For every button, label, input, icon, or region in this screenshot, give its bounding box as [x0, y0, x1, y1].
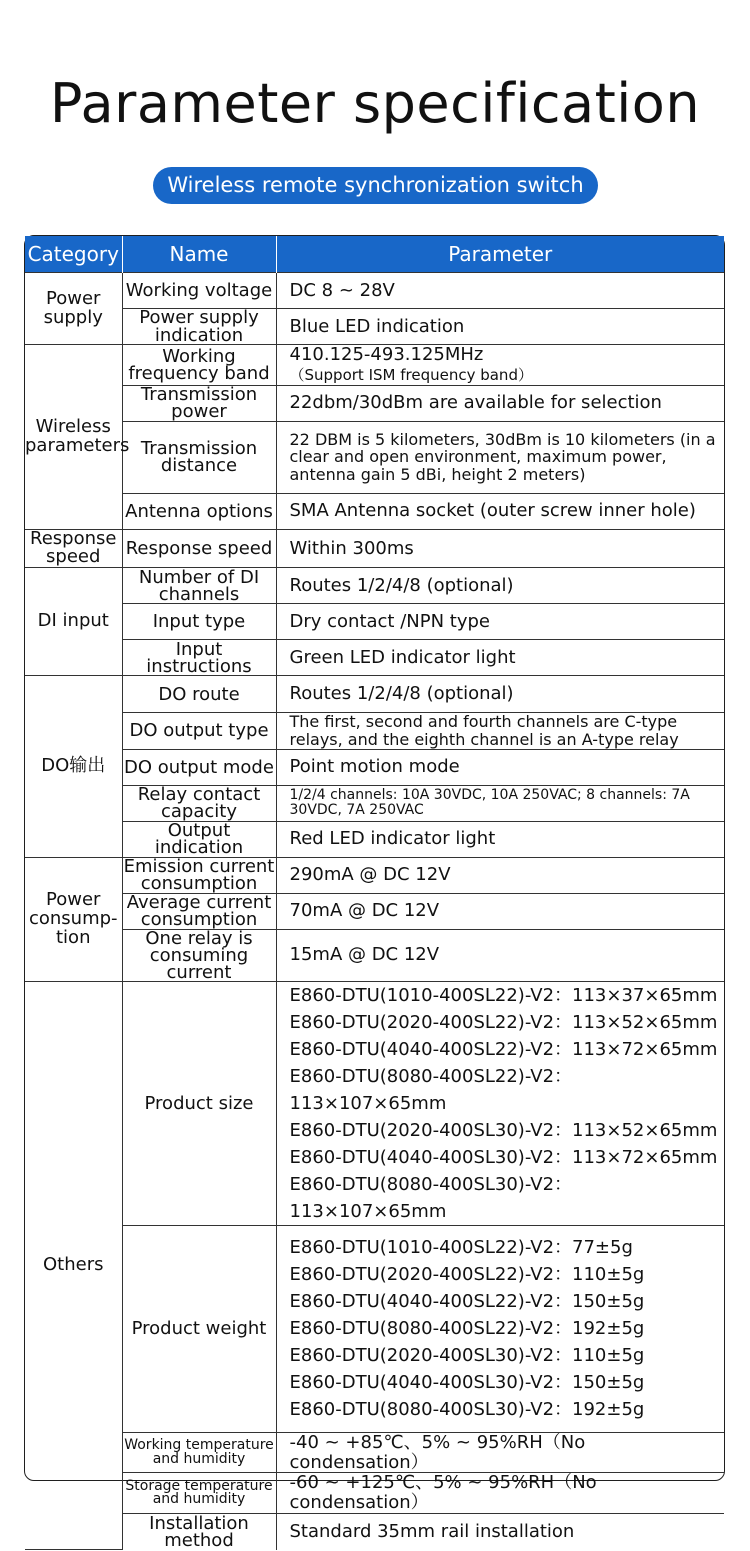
name-cell: Average current consumption — [122, 893, 276, 929]
name-cell: One relay is consuming current — [122, 929, 276, 981]
name-cell: Working voltage — [122, 273, 276, 309]
parameter-cell: 290mA @ DC 12V — [276, 857, 724, 893]
parameter-cell: Routes 1/2/4/8 (optional) — [276, 568, 724, 604]
parameter-cell: Routes 1/2/4/8 (optional) — [276, 676, 724, 713]
name-cell: Response speed — [122, 529, 276, 568]
table-row — [25, 529, 724, 568]
table-row — [25, 1225, 724, 1432]
table-header-row — [25, 236, 724, 273]
weight-line: E860-DTU(2020-400SL30)-V2：110±5g — [289, 1345, 645, 1367]
table-row — [25, 345, 724, 386]
parameter-cell: DC 8 ~ 28V — [276, 273, 724, 309]
table-row — [25, 568, 724, 604]
table-row — [25, 385, 724, 421]
name-cell: Relay contact capacity — [122, 785, 276, 821]
table-row — [25, 893, 724, 929]
table-row — [25, 981, 724, 1225]
name-cell: Product size — [122, 981, 276, 1225]
parameter-cell: The first, second and fourth channels are C-type relays, and the eighth channel is an A-type relay — [276, 713, 724, 749]
name-cell: Output indication — [122, 821, 276, 857]
size-line: E860-DTU(1010-400SL22)-V2：113×37×65mm — [289, 984, 718, 1006]
name-cell: Transmission power — [122, 385, 276, 421]
name-cell: Storage temperature and humidity — [122, 1473, 276, 1514]
parameter-cell: 1/2/4 channels: 10A 30VDC, 10A 250VAC; 8 channels: 7A 30VDC, 7A 250VAC — [276, 785, 724, 821]
parameter-cell: Green LED indicator light — [276, 640, 724, 676]
table-row — [25, 604, 724, 640]
table-row — [25, 493, 724, 529]
parameter-cell — [276, 345, 724, 386]
size-line: E860-DTU(8080-400SL30)-V2：113×107×65mm — [289, 1173, 573, 1222]
name-cell: Emission current consumption — [123, 855, 275, 895]
parameter-cell: Red LED indicator light — [276, 821, 724, 857]
header-parameter: Parameter — [276, 236, 724, 273]
parameter-note: （Support ISM frequency band） — [289, 365, 533, 384]
subtitle-badge: Wireless remote synchronization switch — [153, 167, 598, 204]
name-cell: Antenna options — [122, 493, 276, 529]
parameter-cell: 22 DBM is 5 kilometers, 30dBm is 10 kilometers (in a clear and open environment, maximum power, antenna gain 5 dBi, height 2 meters) — [276, 421, 724, 493]
size-line: E860-DTU(4040-400SL30)-V2：113×72×65mm — [289, 1146, 718, 1168]
parameter-cell: Blue LED indication — [276, 309, 724, 345]
category-cell: DI input — [25, 568, 122, 676]
category-cell: Wireless parameters — [25, 345, 122, 530]
name-cell: Power supply indication — [122, 309, 276, 345]
name-cell: Number of DI channels — [122, 568, 276, 604]
table-row — [25, 821, 724, 857]
parameter-cell: SMA Antenna socket (outer screw inner hole) — [276, 493, 724, 529]
table-row — [25, 785, 724, 821]
parameter-cell: 22dbm/30dBm are available for selection — [276, 385, 724, 421]
table-row — [25, 929, 724, 981]
name-cell: Input instructions — [122, 640, 276, 676]
parameter-cell: Point motion mode — [276, 749, 724, 785]
size-line: E860-DTU(4040-400SL22)-V2：113×72×65mm — [289, 1038, 718, 1060]
table-row — [25, 421, 724, 493]
table-row — [25, 857, 724, 893]
weight-line: E860-DTU(4040-400SL22)-V2：150±5g — [289, 1291, 645, 1313]
size-line: E860-DTU(2020-400SL30)-V2：113×52×65mm — [289, 1119, 718, 1141]
parameter-cell: -60 ~ +125℃、5% ~ 95%RH（No condensation） — [276, 1473, 724, 1514]
name-cell: Working temperature and humidity — [122, 1432, 276, 1473]
table-row — [25, 1432, 724, 1473]
weight-line: E860-DTU(8080-400SL30)-V2：192±5g — [289, 1399, 645, 1421]
weight-line: E860-DTU(1010-400SL22)-V2：77±5g — [289, 1237, 633, 1259]
parameter-cell: Within 300ms — [276, 529, 724, 568]
parameter-cell — [276, 981, 724, 1225]
table-row — [25, 1473, 724, 1514]
table-row — [25, 273, 724, 309]
header-name: Name — [122, 236, 276, 273]
size-line: E860-DTU(2020-400SL22)-V2：113×52×65mm — [289, 1011, 718, 1033]
parameter-cell: Standard 35mm rail installation — [276, 1514, 724, 1550]
parameter-cell — [276, 1225, 724, 1432]
name-cell: DO output type — [122, 713, 276, 749]
table-row — [25, 1514, 724, 1550]
name-cell: Transmission distance — [122, 421, 276, 493]
name-cell: Installation method — [122, 1514, 276, 1550]
header-category: Category — [25, 236, 122, 273]
category-cell: Power supply — [25, 273, 122, 345]
name-cell: DO route — [122, 676, 276, 713]
parameter-cell: 70mA @ DC 12V — [276, 893, 724, 929]
parameter-cell: Dry contact /NPN type — [276, 604, 724, 640]
table-row — [25, 749, 724, 785]
table-row — [25, 309, 724, 345]
name-cell: Product weight — [122, 1225, 276, 1432]
name-cell: DO output mode — [122, 749, 276, 785]
spec-table — [25, 236, 724, 1550]
category-cell: Response speed — [25, 529, 122, 568]
size-line: E860-DTU(8080-400SL22)-V2：113×107×65mm — [289, 1065, 573, 1114]
table-row — [25, 713, 724, 749]
weight-line: E860-DTU(4040-400SL30)-V2：150±5g — [289, 1372, 645, 1394]
weight-line: E860-DTU(8080-400SL22)-V2：192±5g — [289, 1318, 645, 1340]
name-cell: Working frequency band — [122, 345, 276, 386]
parameter-cell: -40 ~ +85℃、5% ~ 95%RH（No condensation） — [276, 1432, 724, 1473]
category-cell: DO输出 — [25, 676, 122, 857]
table-row — [25, 676, 724, 713]
category-cell: Power consump-tion — [25, 857, 122, 981]
name-cell: Input type — [122, 604, 276, 640]
parameter-value: 410.125-493.125MHz — [289, 344, 484, 365]
spec-table-frame — [24, 235, 725, 1551]
weight-line: E860-DTU(2020-400SL22)-V2：110±5g — [289, 1264, 645, 1286]
page-title: Parameter specification — [49, 72, 701, 135]
table-row — [25, 640, 724, 676]
parameter-cell: 15mA @ DC 12V — [276, 929, 724, 981]
category-cell: Others — [25, 981, 122, 1549]
